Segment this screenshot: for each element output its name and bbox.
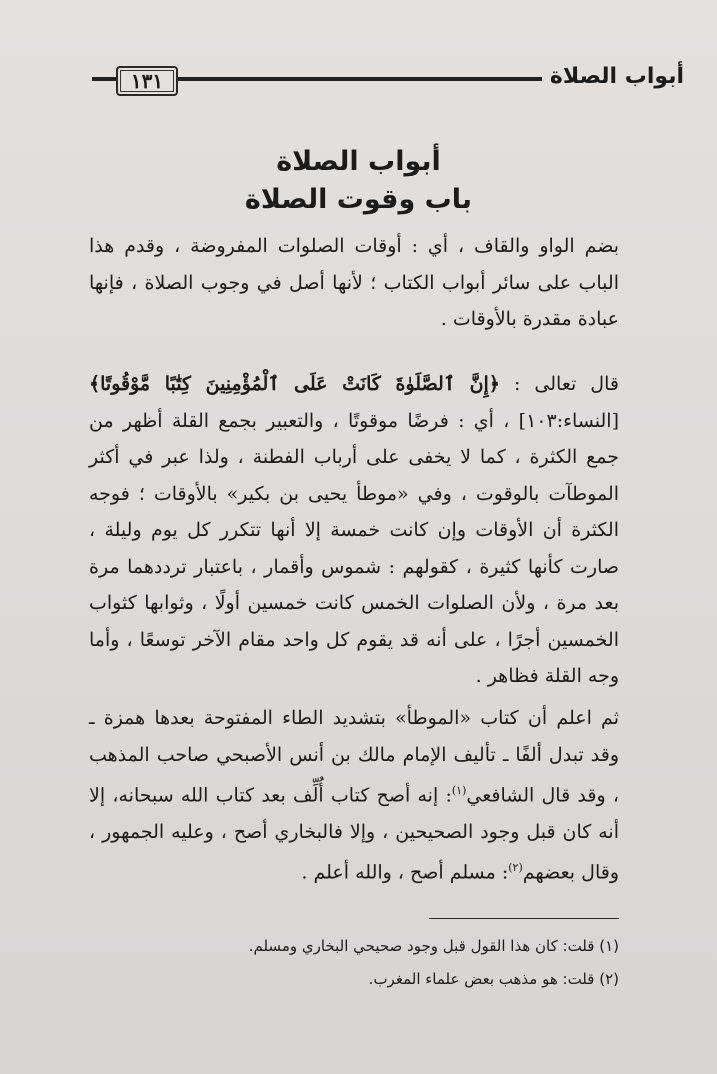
quran-verse: ﴿إِنَّ ٱلصَّلَوٰةَ كَانَتْ عَلَى ٱلْمُؤْمِنِينَ كِتَٰبًا مَّوْقُوتًا﴾ [89,373,500,395]
paragraph-text-a: ثم اعلم أن كتاب «الموطأ» بتشديد الطاء المفتوحة بعدها همزة ـ وقد تبدل ألفًا ـ تأليف الإمام مالك بن أنس الأصبحي صاحب المذهب ، وقد قال الشافعي [89,707,619,807]
running-header [92,66,684,96]
chapter-title: أبواب الصلاة [276,146,441,177]
paragraph-text-c: : مسلم أصح ، والله أعلم . [301,861,509,884]
paragraph-intro: بضم الواو والقاف ، أي : أوقات الصلوات المفروضة ، وقدم هذا الباب على سائر أبواب الكتاب ؛ لأنها أصل في وجوب الصلاة ، فإنها عبادة مقدرة بالأوقات . [89,235,619,330]
running-title: أبواب الصلاة [542,64,684,89]
footnote-2: (٢) قلت: هو مذهب بعض علماء المغرب. [368,970,619,988]
footnote-divider [429,918,619,919]
footnote-ref-2[interactable]: (٢) [508,861,523,875]
footnote-1: (١) قلت: كان هذا القول قبل وجود صحيحي البخاري ومسلم. [248,937,619,955]
section-title: باب وقوت الصلاة [244,184,473,215]
paragraph-verse-commentary [89,366,619,695]
paragraph-text-b: : إنه أصح كتاب أُلِّف بعد كتاب الله سبحانه، إلا أنه كان قبل وجود الصحيحين ، وإلا فالبخاري أصح ، وعليه الجمهور ، وقال بعضهم [89,784,619,884]
header-rule-left [92,77,114,81]
footnotes [89,930,619,996]
page-number: ١٣١ [116,66,178,96]
footnote-ref-1[interactable]: (١) [451,784,467,797]
paragraph-muwatta [89,700,619,891]
paragraph-body: [النساء:١٠٣] ، أي : فرضًا موقوتًا ، والتعبير بجمع القلة أظهر من جمع الكثرة ، كما لا يخفى على أرباب الفطنة ، ولذا عبر في أكثر الموطآت بالوقوت ، وفي «موطأ يحيى بن بكير» بالأوقات ؛ فوجه الكثرة أن الأوقات وإن كانت خمسة إلا أنها تتكرر كل يوم وليلة ، صارت كأنها كثيرة ، كقولهم : شموس وأقمار ، باعتبار ترددهما مرة بعد مرة ، ولأن الصلوات الخمس كانت خمسين أولًا ، وثوابها كثواب الخمسين أجرًا ، على أنه قد يقوم كل واحد مقام الآخر توسعًا ، وأما وجه القلة فظاهر . [89,409,619,687]
paragraph-lead: قال تعالى : [499,373,619,395]
